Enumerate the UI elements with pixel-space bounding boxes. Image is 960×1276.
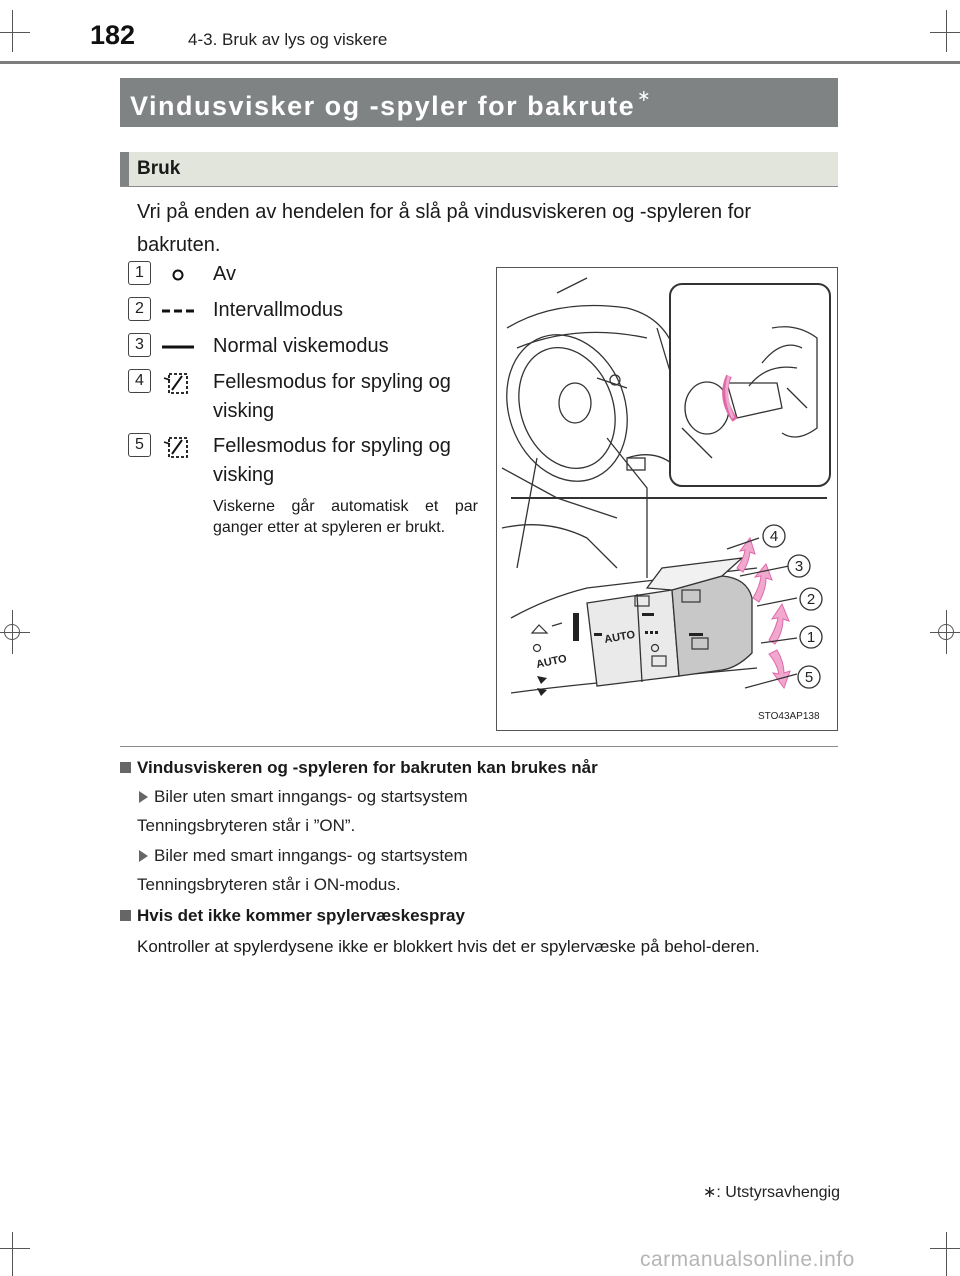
figure-callout: 4 [769, 528, 779, 545]
crop-mark [0, 32, 30, 33]
triangle-bullet-icon [139, 850, 148, 862]
intro-paragraph: Vri på enden av hendelen for å slå på vindusviskeren og -spyleren for bakruten. [137, 201, 752, 256]
wiper-lever-illustration [496, 267, 838, 731]
item-number: 1 [128, 261, 151, 285]
crop-mark [930, 32, 960, 33]
figure-callout: 3 [794, 558, 804, 575]
item-number: 3 [128, 333, 151, 357]
section-rule [120, 186, 838, 187]
item-label: Normal viskemodus [213, 335, 389, 357]
equipment-marker: ∗ [637, 88, 653, 105]
item-label: Av [213, 263, 236, 285]
solid-line-icon [160, 334, 196, 360]
washer-wiper-icon [160, 434, 196, 460]
note-heading-text: Vindusviskeren og -spyleren for bakruten kan brukes når [137, 758, 598, 777]
crop-mark [946, 1232, 947, 1276]
bullet-line [139, 787, 468, 807]
crop-mark [946, 10, 947, 52]
crop-mark [0, 1248, 30, 1249]
bullet-line-text: Biler uten smart inngangs- og startsystem [154, 787, 468, 806]
notes-rule [120, 746, 838, 747]
triangle-bullet-icon [139, 791, 148, 803]
note-heading [120, 758, 840, 778]
item-note: Viskerne går automatisk et par ganger etter at spyleren er brukt. [213, 498, 478, 536]
header-rule [0, 61, 960, 64]
crop-mark [12, 610, 13, 654]
bullet-line-text: Biler med smart inngangs- og startsystem [154, 846, 468, 865]
crop-mark [930, 1248, 960, 1249]
crop-mark [12, 10, 13, 52]
footnote-text: : Utstyrsavhengig [716, 1184, 840, 1201]
off-circle-icon [160, 262, 196, 288]
note-paragraph: Kontroller at spylerdysene ikke er blokkert hvis det er spylervæske på behol-deren. [137, 937, 760, 956]
note-heading-text: Hvis det ikke kommer spylervæskespray [137, 906, 465, 925]
note-heading [120, 906, 840, 926]
washer-wiper-icon [160, 370, 196, 396]
item-label: Intervallmodus [213, 299, 344, 321]
crop-mark [946, 610, 947, 654]
footnote [680, 1182, 840, 1202]
square-bullet-icon [120, 910, 131, 921]
item-number: 4 [128, 369, 151, 393]
body-line: Tenningsbryteren står i ON-modus. [137, 875, 401, 894]
figure-callout: 2 [806, 591, 816, 608]
watermark: carmanualsonline.info [640, 1248, 855, 1271]
item-label: Fellesmodus for spyling og visking [213, 435, 451, 486]
square-bullet-icon [120, 762, 131, 773]
section-heading: Bruk [120, 152, 838, 187]
illustration-drawing [497, 268, 838, 731]
item-label: Fellesmodus for spyling og visking [213, 371, 451, 422]
page-number: 182 [90, 20, 136, 50]
figure-callout: 5 [804, 669, 814, 686]
dashed-line-icon [160, 298, 196, 324]
figure-code: STO43AP138 [758, 711, 820, 722]
item-number: 5 [128, 433, 151, 457]
body-line: Tenningsbryteren står i ”ON”. [137, 816, 356, 835]
page-title-text: Vindusvisker og -spyler for bakrute [130, 91, 636, 121]
crop-mark [12, 1232, 13, 1276]
switch-label-auto: AUTO [535, 652, 568, 671]
footnote-marker: ∗ [702, 1184, 717, 1201]
item-number: 2 [128, 297, 151, 321]
running-head: 4-3. Bruk av lys og viskere [188, 30, 388, 49]
switch-label-auto: AUTO [603, 628, 637, 646]
bullet-line [139, 846, 468, 866]
page-title [120, 78, 838, 127]
figure-callout: 1 [806, 629, 816, 646]
